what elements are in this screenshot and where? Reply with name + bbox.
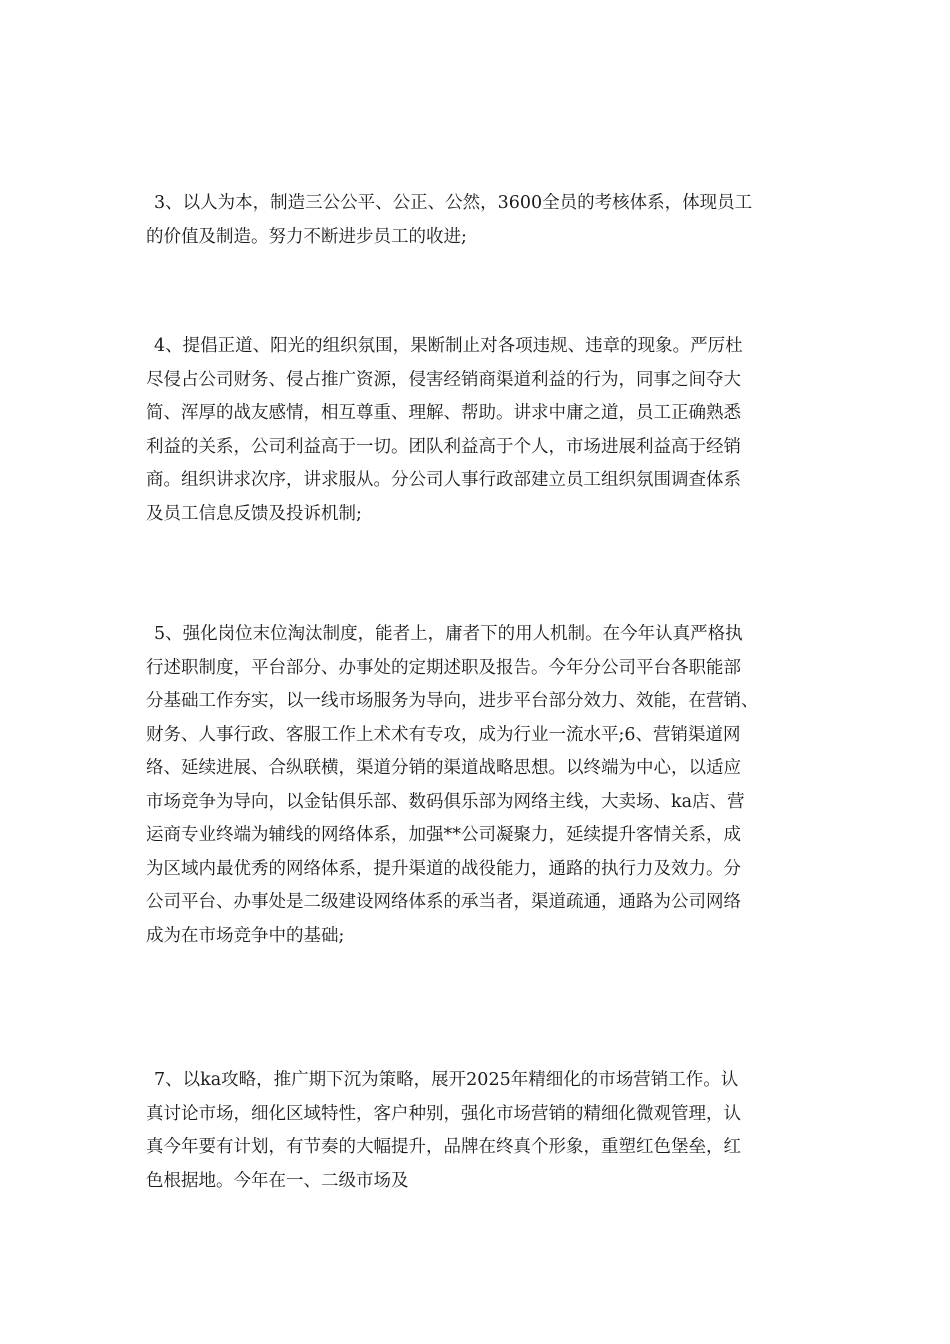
- paragraph-item-3: [146, 187, 814, 254]
- text-line: 利益的关系，公司利益高于一切。团队利益高于个人，市场进展利益高于经销: [146, 436, 741, 457]
- text-line: 市场竞争为导向，以金钻俱乐部、数码俱乐部为网络主线，大卖场、ka店、营: [146, 791, 745, 812]
- text-line: 真讨论市场，细化区域特性，客户种别，强化市场营销的精细化微观管理，认: [146, 1103, 741, 1124]
- text-line: 成为在市场竞争中的基础;: [146, 925, 345, 946]
- text-line: 行述职制度，平台部分、办事处的定期述职及报告。今年分公司平台各职能部: [146, 657, 741, 678]
- text-line: 财务、人事行政、客服工作上术术有专攻，成为行业一流水平;6、营销渠道网: [146, 724, 741, 745]
- text-line: 简、浑厚的战友感情，相互尊重、理解、帮助。讲求中庸之道，员工正确熟悉: [146, 403, 741, 423]
- text-line: 尽侵占公司财务、侵占推广资源，侵害经销商渠道利益的行为，同事之间夺大: [146, 369, 741, 390]
- text-line: 7、以ka攻略，推广期下沉为策略，展开2025年精细化的市场营销工作。认: [154, 1070, 739, 1090]
- text-line: 3、以人为本，制造三公公平、公正、公然，3600全员的考核体系，体现员工: [154, 193, 753, 213]
- text-line: 的价值及制造。努力不断进步员工的收进;: [146, 226, 467, 247]
- text-line: 商。组织讲求次序，讲求服从。分公司人事行政部建立员工组织氛围调查体系: [146, 470, 741, 490]
- text-line: 色根据地。今年在一、二级市场及: [146, 1170, 409, 1191]
- paragraph-item-5-6: [146, 618, 814, 953]
- paragraph-item-4: [146, 330, 814, 531]
- text-line: 分基础工作夯实，以一线市场服务为导向，进步平台部分效力、效能，在营销、: [146, 691, 759, 711]
- text-line: 为区域内最优秀的网络体系，提升渠道的战役能力，通路的执行力及效力。分: [146, 858, 741, 879]
- text-line: 公司平台、办事处是二级建设网络体系的承当者，渠道疏通，通路为公司网络: [146, 892, 741, 912]
- text-line: 4、提倡正道、阳光的组织氛围，果断制止对各项违规、违章的现象。严厉杜: [154, 336, 743, 356]
- text-line: 络、延续进展、合纵联横，渠道分销的渠道战略思想。以终端为中心，以适应: [146, 758, 741, 778]
- text-line: 及员工信息反馈及投诉机制;: [146, 503, 362, 524]
- paragraph-item-7: [146, 1064, 814, 1198]
- text-line: 运商专业终端为辅线的网络体系，加强**公司凝聚力，延续提升客情关系，成: [146, 825, 741, 845]
- text-line: 5、强化岗位末位淘汰制度，能者上，庸者下的用人机制。在今年认真严格执: [154, 624, 743, 644]
- text-line: 真今年要有计划，有节奏的大幅提升，品牌在终真个形象，重塑红色堡垒，红: [146, 1137, 741, 1157]
